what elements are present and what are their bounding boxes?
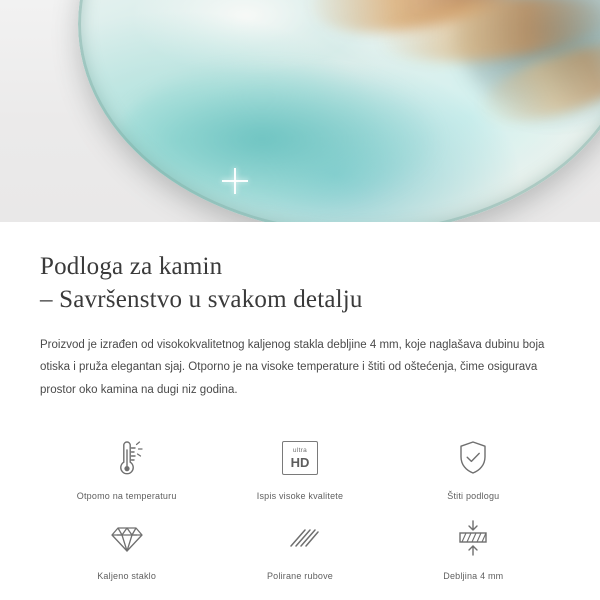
- headline-line-2: – Savršenstvo u svakom detalju: [40, 286, 363, 313]
- feature-item-surface-protection: [387, 427, 560, 501]
- feature-label: Debljina 4 mm: [443, 571, 504, 582]
- feature-item-polished-edges: [213, 507, 386, 581]
- feature-label: Polirane rubove: [266, 571, 334, 582]
- ultra-hd-top-text: ultra: [292, 447, 308, 455]
- page-title: [40, 250, 560, 316]
- shield-check-icon: [453, 435, 493, 481]
- feature-grid: [40, 427, 560, 581]
- ultra-hd-icon: [282, 435, 318, 481]
- feature-item-tempered-glass: [40, 507, 213, 581]
- thermometer-icon: [107, 435, 147, 481]
- content-area: [0, 250, 600, 581]
- feature-item-thickness: [387, 507, 560, 581]
- headline-line-1: Podloga za kamin: [40, 253, 223, 280]
- feature-label: Otpomo na temperaturu: [76, 491, 177, 502]
- feature-label: Štiti podlogu: [447, 491, 500, 502]
- feature-label: Kaljeno staklo: [97, 571, 157, 582]
- ultra-hd-bottom-text: HD: [290, 454, 310, 470]
- product-description: Proizvod je izrađen od visokokvalitetnog kaljenog stakla debljine 4 mm, koje naglašava dubinu boja otiska i pruža elegantan sjaj. Otporno je na visoke temperature i štiti od oštećenja, čime osigurava prostor oko kamina na dugi niz godina.: [40, 339, 545, 396]
- feature-item-temperature: [40, 427, 213, 501]
- teal-wash: [118, 64, 438, 214]
- hero-product-image: [0, 0, 600, 222]
- feature-label: Ispis visoke kvalitete: [256, 491, 344, 502]
- feature-item-print-quality: [213, 427, 386, 501]
- diamond-icon: [106, 515, 148, 561]
- polished-edges-icon: [279, 515, 321, 561]
- thickness-icon: [452, 515, 494, 561]
